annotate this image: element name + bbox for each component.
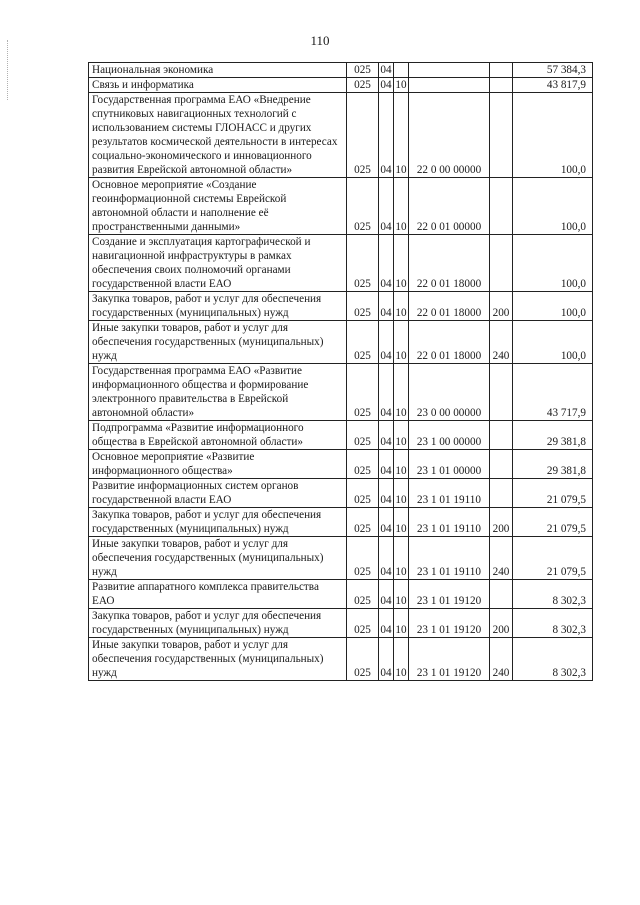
ministry-code-cell: 025 <box>347 321 379 364</box>
target-article-code-cell <box>409 63 490 78</box>
target-article-code-cell: 22 0 01 18000 <box>409 292 490 321</box>
amount-cell: 21 079,5 <box>513 479 593 508</box>
subsection-code-cell: 10 <box>394 638 409 681</box>
section-code-cell: 04 <box>379 364 394 421</box>
row-name-cell: Государственная программа ЕАО «Внедрение спутниковых навигационных технологий с использованием системы ГЛОНАСС и других результатов космической деятельности в интересах социально-экономического и инновационного развития Еврейской автономной области» <box>89 93 347 178</box>
amount-cell: 8 302,3 <box>513 638 593 681</box>
section-code-cell: 04 <box>379 537 394 580</box>
section-code-cell: 04 <box>379 450 394 479</box>
target-article-code-cell: 23 0 00 00000 <box>409 364 490 421</box>
subsection-code-cell: 10 <box>394 364 409 421</box>
expense-type-code-cell <box>490 63 513 78</box>
page-number: 110 <box>310 33 330 48</box>
ministry-code-cell: 025 <box>347 78 379 93</box>
table-row <box>89 321 593 364</box>
amount-cell: 100,0 <box>513 292 593 321</box>
ministry-code-cell: 025 <box>347 364 379 421</box>
expense-type-code-cell: 200 <box>490 292 513 321</box>
row-name-cell: Развитие информационных систем органов государственной власти ЕАО <box>89 479 347 508</box>
expense-type-code-cell: 200 <box>490 508 513 537</box>
target-article-code-cell: 22 0 00 00000 <box>409 93 490 178</box>
target-article-code-cell: 22 0 01 00000 <box>409 178 490 235</box>
expense-type-code-cell: 240 <box>490 638 513 681</box>
ministry-code-cell: 025 <box>347 421 379 450</box>
target-article-code-cell <box>409 78 490 93</box>
table-row <box>89 638 593 681</box>
table-row <box>89 93 593 178</box>
amount-cell: 8 302,3 <box>513 580 593 609</box>
expense-type-code-cell: 200 <box>490 609 513 638</box>
subsection-code-cell: 10 <box>394 508 409 537</box>
ministry-code-cell: 025 <box>347 178 379 235</box>
budget-table <box>88 62 593 681</box>
row-name-cell: Закупка товаров, работ и услуг для обеспечения государственных (муниципальных) нужд <box>89 508 347 537</box>
ministry-code-cell: 025 <box>347 479 379 508</box>
row-name-cell: Развитие аппаратного комплекса правительства ЕАО <box>89 580 347 609</box>
row-name-cell: Иные закупки товаров, работ и услуг для обеспечения государственных (муниципальных) нужд <box>89 537 347 580</box>
budget-table-body <box>89 63 593 681</box>
ministry-code-cell: 025 <box>347 93 379 178</box>
amount-cell: 100,0 <box>513 235 593 292</box>
subsection-code-cell: 10 <box>394 235 409 292</box>
row-name-cell: Закупка товаров, работ и услуг для обеспечения государственных (муниципальных) нужд <box>89 609 347 638</box>
table-row <box>89 364 593 421</box>
row-name-cell: Основное мероприятие «Развитие информационного общества» <box>89 450 347 479</box>
subsection-code-cell: 10 <box>394 580 409 609</box>
target-article-code-cell: 23 1 00 00000 <box>409 421 490 450</box>
target-article-code-cell: 23 1 01 19110 <box>409 479 490 508</box>
row-name-cell: Закупка товаров, работ и услуг для обеспечения государственных (муниципальных) нужд <box>89 292 347 321</box>
row-name-cell: Иные закупки товаров, работ и услуг для обеспечения государственных (муниципальных) нужд <box>89 638 347 681</box>
amount-cell: 100,0 <box>513 178 593 235</box>
amount-cell: 8 302,3 <box>513 609 593 638</box>
amount-cell: 100,0 <box>513 321 593 364</box>
table-row <box>89 580 593 609</box>
expense-type-code-cell <box>490 178 513 235</box>
ministry-code-cell: 025 <box>347 537 379 580</box>
row-name-cell: Основное мероприятие «Создание геоинформационной системы Еврейской автономной области и наполнение её пространственными данными» <box>89 178 347 235</box>
amount-cell: 29 381,8 <box>513 421 593 450</box>
section-code-cell: 04 <box>379 321 394 364</box>
amount-cell: 100,0 <box>513 93 593 178</box>
target-article-code-cell: 23 1 01 19110 <box>409 537 490 580</box>
expense-type-code-cell: 240 <box>490 537 513 580</box>
section-code-cell: 04 <box>379 580 394 609</box>
section-code-cell: 04 <box>380 79 392 91</box>
ministry-code-cell: 025 <box>347 580 379 609</box>
table-row <box>89 63 593 78</box>
table-row <box>89 78 593 93</box>
expense-type-code-cell <box>490 421 513 450</box>
amount-cell: 43 817,9 <box>513 78 593 93</box>
target-article-code-cell: 22 0 01 18000 <box>409 235 490 292</box>
subsection-code-cell <box>394 63 409 78</box>
subsection-code-cell: 10 <box>394 609 409 638</box>
expense-type-code-cell <box>490 479 513 508</box>
subsection-code-cell: 10 <box>394 93 409 178</box>
table-row <box>89 292 593 321</box>
table-row <box>89 235 593 292</box>
section-code-cell: 04 <box>380 64 392 76</box>
table-row <box>89 178 593 235</box>
amount-cell: 21 079,5 <box>513 508 593 537</box>
amount-cell: 21 079,5 <box>513 537 593 580</box>
table-row <box>89 537 593 580</box>
row-name-cell: Создание и эксплуатация картографической и навигационной инфраструктуры в рамках обеспечения своих полномочий органами государственной власти ЕАО <box>89 235 347 292</box>
target-article-code-cell: 23 1 01 19120 <box>409 609 490 638</box>
scan-edge-marks <box>7 40 10 100</box>
subsection-code-cell: 10 <box>394 292 409 321</box>
subsection-code-cell: 10 <box>394 537 409 580</box>
amount-cell: 57 384,3 <box>513 63 593 78</box>
section-code-cell: 04 <box>379 235 394 292</box>
table-row <box>89 450 593 479</box>
ministry-code-cell: 025 <box>347 63 379 78</box>
section-code-cell: 04 <box>379 178 394 235</box>
subsection-code-cell: 10 <box>394 479 409 508</box>
expense-type-code-cell <box>490 93 513 178</box>
target-article-code-cell: 23 1 01 19120 <box>409 580 490 609</box>
expense-type-code-cell <box>490 450 513 479</box>
section-code-cell: 04 <box>379 479 394 508</box>
target-article-code-cell: 22 0 01 18000 <box>409 321 490 364</box>
subsection-code-cell: 10 <box>394 421 409 450</box>
subsection-code-cell: 10 <box>394 450 409 479</box>
ministry-code-cell: 025 <box>347 235 379 292</box>
table-row <box>89 421 593 450</box>
section-code-cell: 04 <box>379 93 394 178</box>
amount-cell: 29 381,8 <box>513 450 593 479</box>
table-row <box>89 609 593 638</box>
row-name-cell: Связь и информатика <box>89 78 347 93</box>
expense-type-code-cell <box>490 78 513 93</box>
ministry-code-cell: 025 <box>347 638 379 681</box>
row-name-cell: Иные закупки товаров, работ и услуг для обеспечения государственных (муниципальных) нужд <box>89 321 347 364</box>
ministry-code-cell: 025 <box>347 609 379 638</box>
subsection-code-cell: 10 <box>394 178 409 235</box>
subsection-code-cell: 10 <box>394 321 409 364</box>
expense-type-code-cell <box>490 364 513 421</box>
subsection-code-cell: 10 <box>395 79 407 91</box>
row-name-cell: Подпрограмма «Развитие информационного общества в Еврейской автономной области» <box>89 421 347 450</box>
ministry-code-cell: 025 <box>347 508 379 537</box>
row-name-cell: Государственная программа ЕАО «Развитие информационного общества и формирование электронного правительства в Еврейской автономной области» <box>89 364 347 421</box>
section-code-cell: 04 <box>379 508 394 537</box>
target-article-code-cell: 23 1 01 19120 <box>409 638 490 681</box>
ministry-code-cell: 025 <box>347 292 379 321</box>
row-name-cell: Национальная экономика <box>89 63 347 78</box>
section-code-cell: 04 <box>379 638 394 681</box>
target-article-code-cell: 23 1 01 19110 <box>409 508 490 537</box>
table-row <box>89 508 593 537</box>
expense-type-code-cell <box>490 580 513 609</box>
expense-type-code-cell <box>490 235 513 292</box>
section-code-cell: 04 <box>379 292 394 321</box>
ministry-code-cell: 025 <box>347 450 379 479</box>
amount-cell: 43 717,9 <box>513 364 593 421</box>
target-article-code-cell: 23 1 01 00000 <box>409 450 490 479</box>
table-row <box>89 479 593 508</box>
section-code-cell: 04 <box>379 421 394 450</box>
section-code-cell: 04 <box>379 609 394 638</box>
expense-type-code-cell: 240 <box>490 321 513 364</box>
